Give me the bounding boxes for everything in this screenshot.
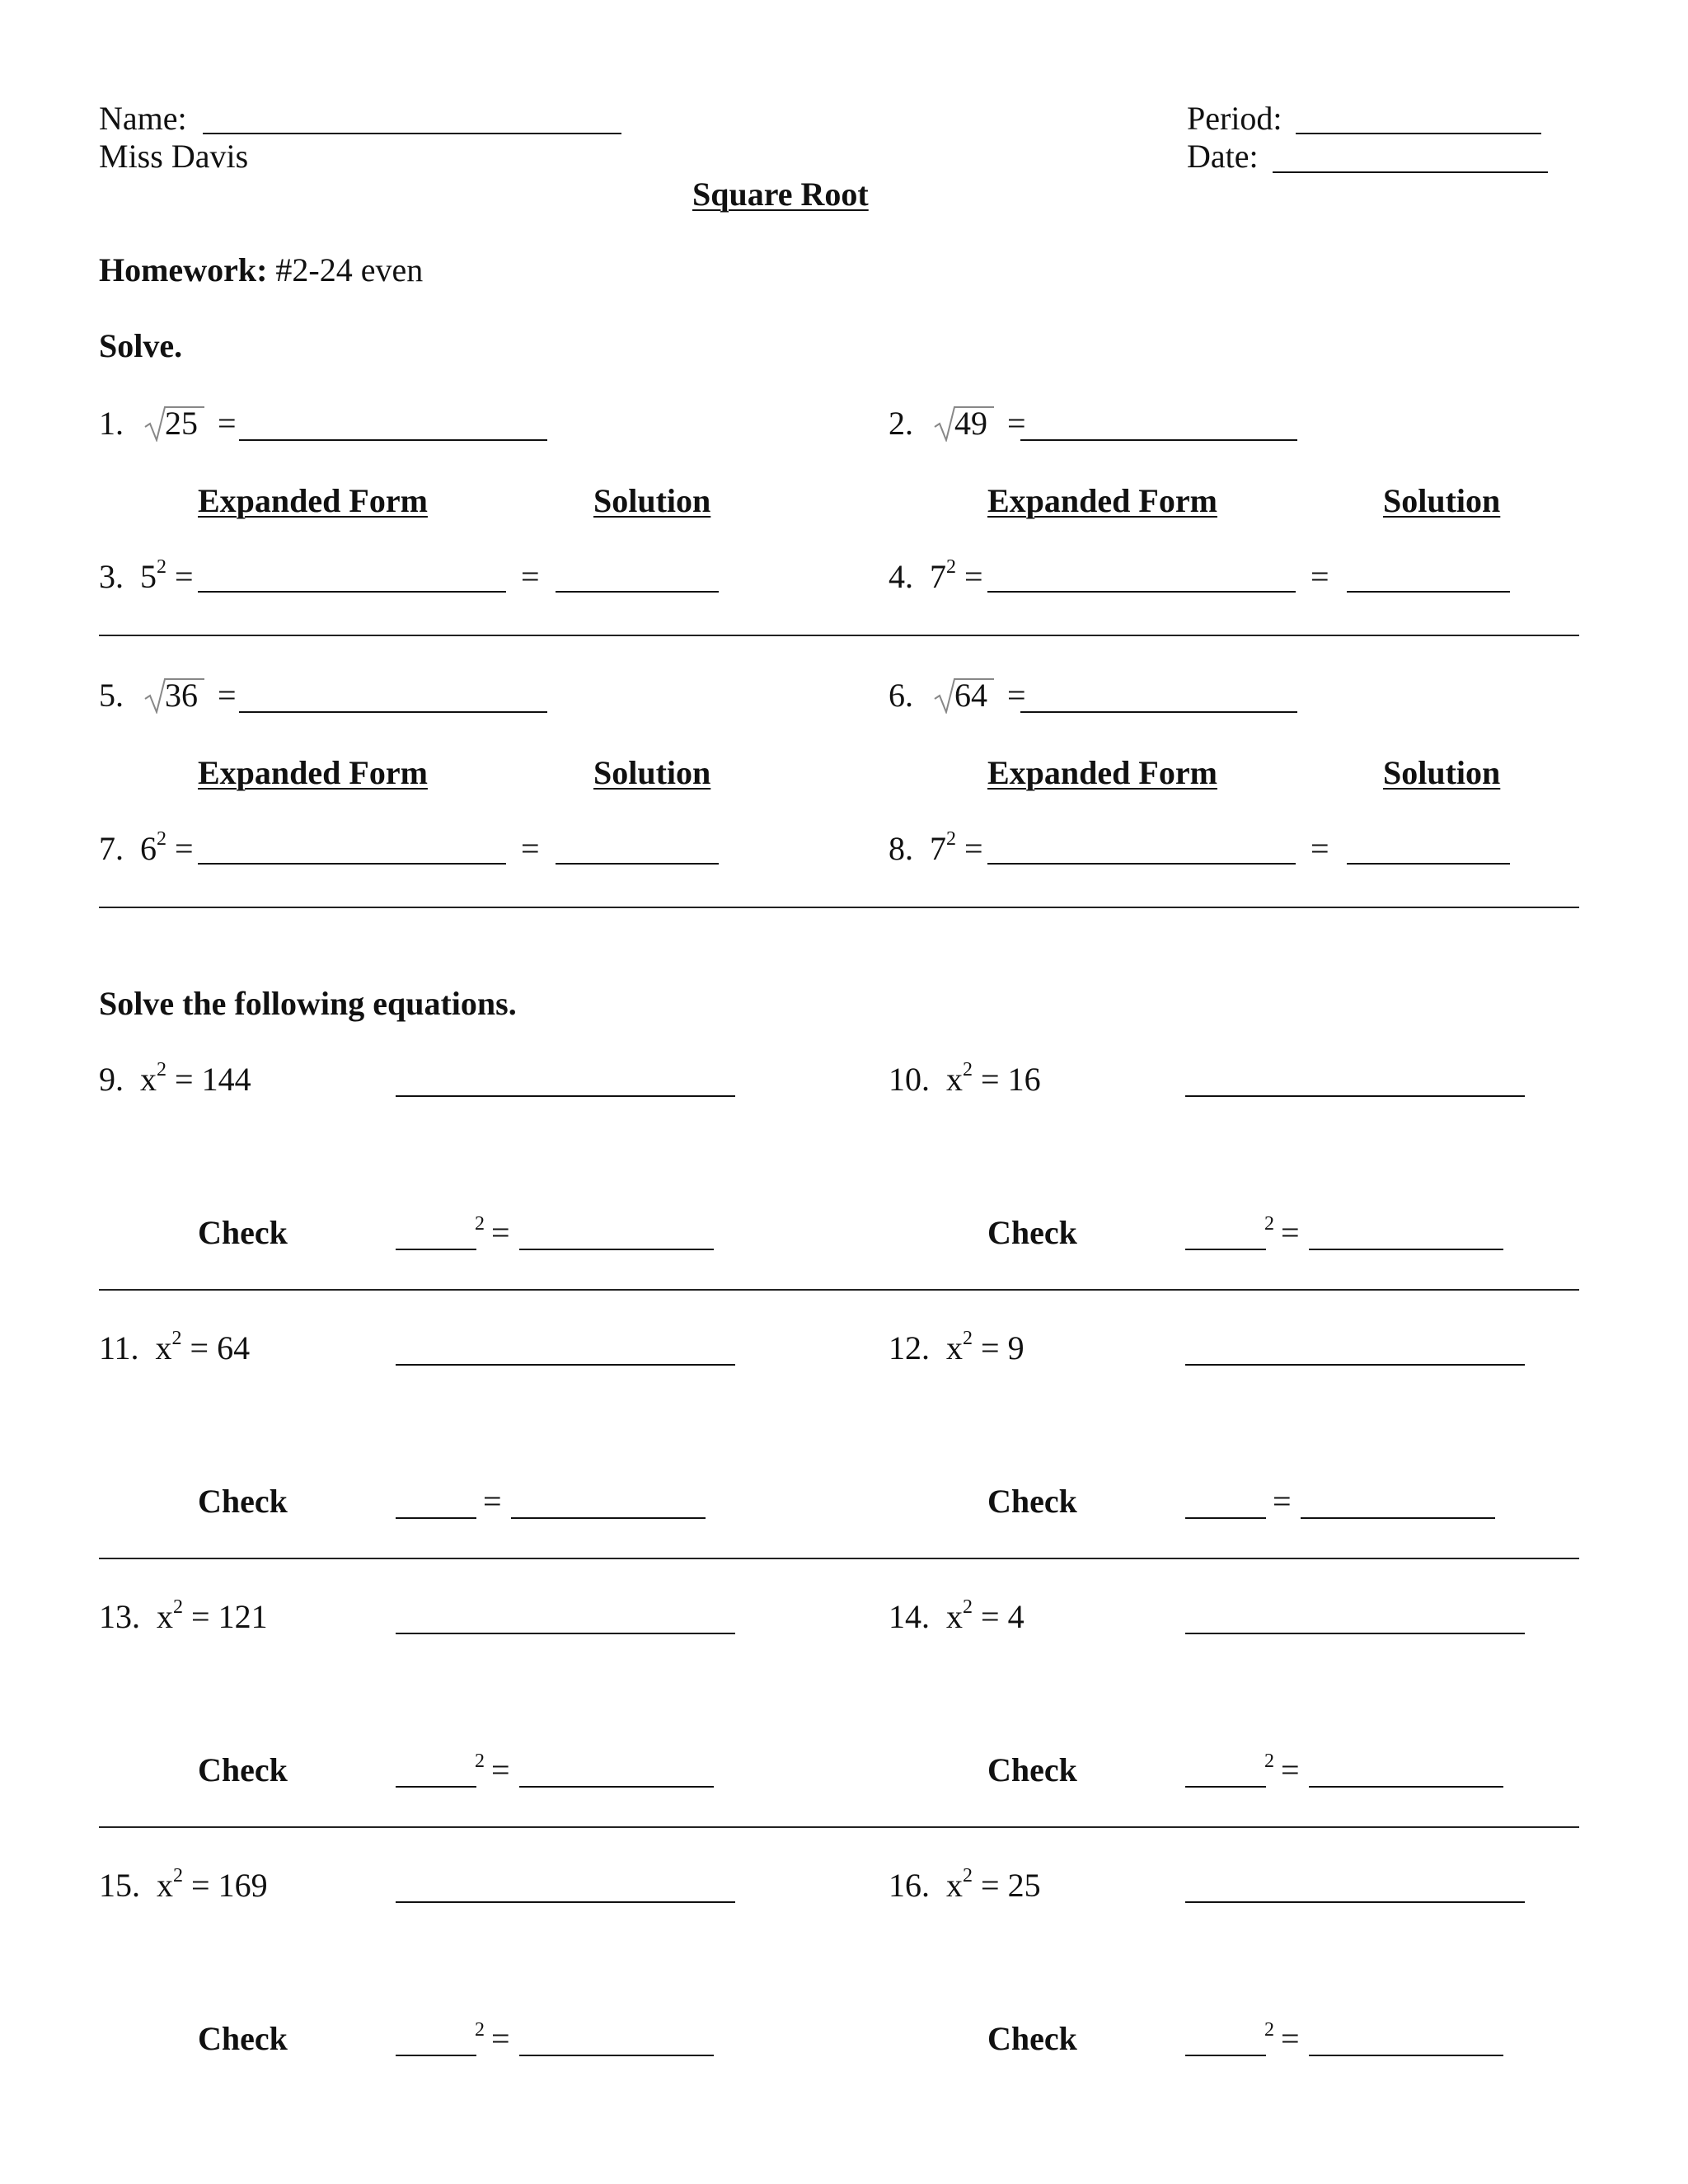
exponent: 2 bbox=[963, 1058, 973, 1080]
check-label: Check bbox=[987, 2020, 1077, 2057]
check-result-blank[interactable] bbox=[1309, 1786, 1503, 1788]
expanded-blank[interactable] bbox=[987, 863, 1296, 865]
equals-sign: = bbox=[1281, 1751, 1300, 1788]
answer-blank[interactable] bbox=[396, 1633, 735, 1634]
check-result-blank[interactable] bbox=[1301, 1517, 1495, 1519]
check-exponent: 2 bbox=[475, 1213, 485, 1235]
expanded-blank[interactable] bbox=[198, 591, 506, 593]
check-exponent: 2 bbox=[475, 1750, 485, 1772]
exponent: 2 bbox=[157, 555, 166, 578]
equals-sign: = bbox=[1281, 1214, 1300, 1251]
period-label: Period: bbox=[1187, 100, 1282, 137]
radical-symbol bbox=[933, 677, 987, 714]
equals-sign: = bbox=[981, 1061, 1000, 1098]
check-result-blank[interactable] bbox=[1309, 2055, 1503, 2056]
problem-4 bbox=[889, 555, 983, 595]
problem-number: 13. bbox=[99, 1598, 140, 1635]
variable: x bbox=[157, 1867, 173, 1904]
exponent: 2 bbox=[173, 1596, 183, 1618]
expanded-blank[interactable] bbox=[198, 863, 506, 865]
problem-number: 12. bbox=[889, 1329, 930, 1366]
equals-sign: = bbox=[1007, 677, 1026, 714]
equals-sign: = bbox=[191, 1867, 210, 1904]
solution-blank[interactable] bbox=[556, 863, 719, 865]
problem-13 bbox=[99, 1596, 268, 1635]
expanded-form-heading: Expanded Form bbox=[987, 754, 1217, 791]
answer-blank[interactable] bbox=[396, 1364, 735, 1366]
equals-sign: = bbox=[483, 1483, 502, 1520]
check-exponent: 2 bbox=[475, 2019, 485, 2041]
check-base-blank[interactable] bbox=[396, 1249, 476, 1250]
radicand: 64 bbox=[954, 677, 987, 714]
answer-blank[interactable] bbox=[1020, 439, 1297, 441]
problem-number: 9. bbox=[99, 1061, 124, 1098]
homework-value: #2-24 even bbox=[275, 251, 424, 288]
equation-value: 25 bbox=[1007, 1867, 1041, 1904]
problem-1 bbox=[99, 405, 237, 442]
exponent: 2 bbox=[963, 1864, 973, 1886]
equals-sign: = bbox=[218, 405, 237, 442]
problem-number: 2. bbox=[889, 405, 913, 442]
problem-5 bbox=[99, 677, 237, 714]
answer-blank[interactable] bbox=[396, 1095, 735, 1097]
exponent: 2 bbox=[963, 1327, 973, 1349]
variable: x bbox=[946, 1061, 963, 1098]
problem-number: 5. bbox=[99, 677, 124, 714]
check-label: Check bbox=[987, 1751, 1077, 1788]
problem-12 bbox=[889, 1327, 1025, 1366]
equals-sign: = bbox=[175, 830, 194, 867]
check-label: Check bbox=[198, 2020, 288, 2057]
problem-number: 8. bbox=[889, 830, 913, 867]
exponent: 2 bbox=[963, 1596, 973, 1618]
equals-sign: = bbox=[964, 830, 983, 867]
answer-blank[interactable] bbox=[396, 1901, 735, 1903]
check-result-blank[interactable] bbox=[519, 1249, 714, 1250]
equals-sign: = bbox=[521, 558, 540, 595]
solution-blank[interactable] bbox=[1347, 591, 1510, 593]
expanded-form-heading: Expanded Form bbox=[987, 482, 1217, 519]
equals-sign: = bbox=[1311, 558, 1329, 595]
problem-3 bbox=[99, 555, 194, 595]
equals-sign: = bbox=[1311, 830, 1329, 867]
check-exponent: 2 bbox=[1264, 1213, 1274, 1235]
solution-heading: Solution bbox=[1383, 754, 1501, 791]
section-divider bbox=[99, 907, 1579, 908]
variable: x bbox=[946, 1329, 963, 1366]
solution-heading: Solution bbox=[593, 754, 711, 791]
radical-symbol bbox=[143, 677, 198, 714]
problem-8 bbox=[889, 827, 983, 867]
answer-blank[interactable] bbox=[1185, 1901, 1525, 1903]
homework-line bbox=[99, 252, 423, 288]
check-label: Check bbox=[987, 1214, 1077, 1251]
radicand: 25 bbox=[165, 405, 198, 442]
equals-sign: = bbox=[981, 1867, 1000, 1904]
page-title: Square Root bbox=[692, 176, 869, 213]
section-divider bbox=[99, 635, 1579, 636]
solution-heading: Solution bbox=[593, 482, 711, 519]
name-blank[interactable] bbox=[203, 133, 621, 134]
equals-sign: = bbox=[491, 1751, 510, 1788]
variable: x bbox=[946, 1598, 963, 1635]
exponent: 2 bbox=[946, 555, 956, 578]
period-blank[interactable] bbox=[1296, 133, 1541, 134]
check-base-blank[interactable] bbox=[396, 1786, 476, 1788]
check-result-blank[interactable] bbox=[519, 2055, 714, 2056]
equation-value: 16 bbox=[1007, 1061, 1041, 1098]
answer-blank[interactable] bbox=[239, 711, 547, 713]
equals-sign: = bbox=[491, 1214, 510, 1251]
check-result-blank[interactable] bbox=[519, 1786, 714, 1788]
solution-heading: Solution bbox=[1383, 482, 1501, 519]
problem-7 bbox=[99, 827, 194, 867]
equals-sign: = bbox=[491, 2020, 510, 2057]
equation-value: 4 bbox=[1007, 1598, 1025, 1635]
problem-11 bbox=[99, 1327, 251, 1366]
problem-number: 11. bbox=[99, 1329, 139, 1366]
equals-sign: = bbox=[1281, 2020, 1300, 2057]
expanded-blank[interactable] bbox=[987, 591, 1296, 593]
equals-sign: = bbox=[191, 1598, 210, 1635]
section-divider bbox=[99, 1289, 1579, 1291]
exponent: 2 bbox=[157, 1058, 166, 1080]
problem-6 bbox=[889, 677, 1026, 714]
check-result-blank[interactable] bbox=[511, 1517, 706, 1519]
variable: x bbox=[140, 1061, 157, 1098]
answer-blank[interactable] bbox=[1185, 1364, 1525, 1366]
problem-number: 14. bbox=[889, 1598, 930, 1635]
check-label: Check bbox=[198, 1214, 288, 1251]
equals-sign: = bbox=[521, 830, 540, 867]
problem-number: 10. bbox=[889, 1061, 930, 1098]
equals-sign: = bbox=[964, 558, 983, 595]
equation-value: 9 bbox=[1007, 1329, 1025, 1366]
check-base-blank[interactable] bbox=[1185, 1786, 1266, 1788]
problem-number: 4. bbox=[889, 558, 913, 595]
equals-sign: = bbox=[218, 677, 237, 714]
solution-blank[interactable] bbox=[1347, 863, 1510, 865]
check-label: Check bbox=[198, 1751, 288, 1788]
base: 5 bbox=[140, 558, 157, 595]
problem-15 bbox=[99, 1864, 268, 1904]
equals-sign: = bbox=[175, 1061, 194, 1098]
equals-sign: = bbox=[1007, 405, 1026, 442]
variable: x bbox=[155, 1329, 172, 1366]
radical-symbol bbox=[143, 405, 198, 442]
expanded-form-heading: Expanded Form bbox=[198, 754, 428, 791]
check-base-blank[interactable] bbox=[1185, 1249, 1266, 1250]
check-exponent: 2 bbox=[1264, 1750, 1274, 1772]
base: 6 bbox=[140, 830, 157, 867]
exponent: 2 bbox=[173, 1864, 183, 1886]
equation-value: 64 bbox=[217, 1329, 251, 1366]
problem-2 bbox=[889, 405, 1026, 442]
check-base-blank[interactable] bbox=[1185, 1517, 1266, 1519]
variable: x bbox=[946, 1867, 963, 1904]
date-label: Date: bbox=[1187, 138, 1259, 175]
equations-instruction: Solve the following equations. bbox=[99, 985, 517, 1022]
equals-sign: = bbox=[190, 1329, 209, 1366]
problem-number: 6. bbox=[889, 677, 913, 714]
base: 7 bbox=[930, 830, 946, 867]
check-result-blank[interactable] bbox=[1309, 1249, 1503, 1250]
answer-blank[interactable] bbox=[1185, 1633, 1525, 1634]
check-base-blank[interactable] bbox=[396, 2055, 476, 2056]
exponent: 2 bbox=[157, 827, 166, 850]
check-base-blank[interactable] bbox=[396, 1517, 476, 1519]
equals-sign: = bbox=[981, 1329, 1000, 1366]
radicand: 36 bbox=[165, 677, 198, 714]
check-exponent: 2 bbox=[1264, 2019, 1274, 2041]
problem-number: 3. bbox=[99, 558, 124, 595]
problem-number: 1. bbox=[99, 405, 124, 442]
answer-blank[interactable] bbox=[239, 439, 547, 441]
exponent: 2 bbox=[946, 827, 956, 850]
radicand: 49 bbox=[954, 405, 987, 442]
expanded-form-heading: Expanded Form bbox=[198, 482, 428, 519]
exponent: 2 bbox=[171, 1327, 182, 1349]
section-divider bbox=[99, 1558, 1579, 1559]
problem-number: 15. bbox=[99, 1867, 140, 1904]
problem-10 bbox=[889, 1058, 1041, 1098]
problem-14 bbox=[889, 1596, 1025, 1635]
equation-value: 144 bbox=[201, 1061, 251, 1098]
check-label: Check bbox=[987, 1483, 1077, 1520]
problem-number: 16. bbox=[889, 1867, 930, 1904]
check-base-blank[interactable] bbox=[1185, 2055, 1266, 2056]
equals-sign: = bbox=[1273, 1483, 1292, 1520]
problem-number: 7. bbox=[99, 830, 124, 867]
problem-9 bbox=[99, 1058, 251, 1098]
name-label: Name: bbox=[99, 100, 187, 137]
homework-label: Homework: bbox=[99, 251, 268, 288]
teacher-name: Miss Davis bbox=[99, 138, 249, 175]
check-label: Check bbox=[198, 1483, 288, 1520]
answer-blank[interactable] bbox=[1020, 711, 1297, 713]
base: 7 bbox=[930, 558, 946, 595]
variable: x bbox=[157, 1598, 173, 1635]
equals-sign: = bbox=[175, 558, 194, 595]
equals-sign: = bbox=[981, 1598, 1000, 1635]
section-divider bbox=[99, 1826, 1579, 1828]
radical-symbol bbox=[933, 405, 987, 442]
equation-value: 169 bbox=[218, 1867, 268, 1904]
solution-blank[interactable] bbox=[556, 591, 719, 593]
date-blank[interactable] bbox=[1273, 171, 1548, 173]
equation-value: 121 bbox=[218, 1598, 268, 1635]
problem-16 bbox=[889, 1864, 1041, 1904]
solve-instruction: Solve. bbox=[99, 327, 183, 364]
answer-blank[interactable] bbox=[1185, 1095, 1525, 1097]
